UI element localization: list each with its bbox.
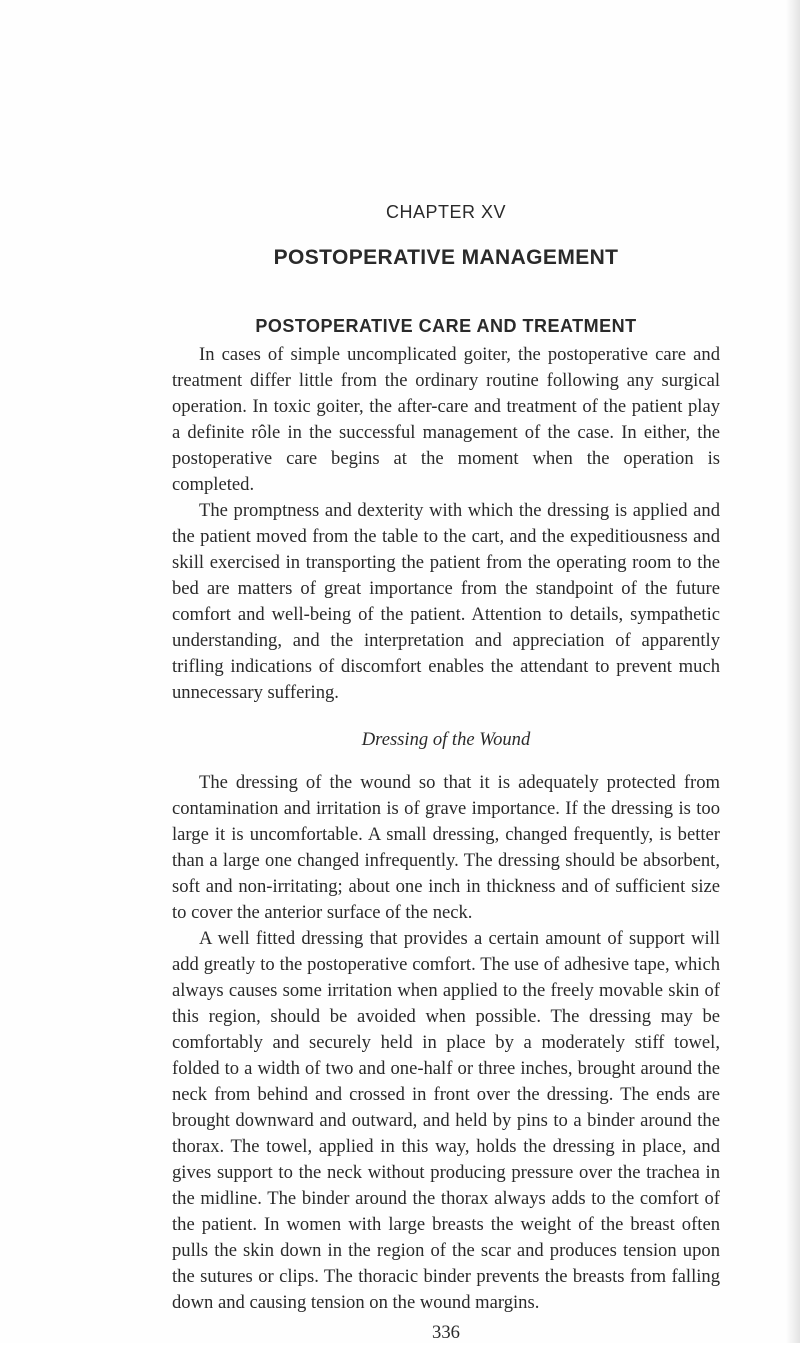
subsection-heading: Dressing of the Wound — [361, 729, 531, 750]
section-heading: POSTOPERATIVE CARE AND TREATMENT — [255, 316, 637, 336]
chapter-label: CHAPTER XV — [385, 202, 507, 222]
chapter-title: POSTOPERATIVE MANAGEMENT — [273, 246, 619, 269]
page-number: 336 — [432, 1322, 460, 1343]
page-edge-shadow — [786, 0, 800, 1343]
body-paragraph: In cases of simple uncomplicated goiter, the postoperative care and treatment differ little from the ordinary routine following any surgical operation. In toxic goiter, the after-care and treatment of the patient play a definite rôle in the successful management of the case. In either, the postoperative care begins at the moment when the operation is completed. — [172, 344, 720, 495]
body-paragraph: The dressing of the wound so that it is adequately protected from contamination and irritation is of grave importance. If the dressing is too large it is uncomfortable. A small dressing, changed frequently, is better than a large one changed infrequently. The dressing should be absorbent, soft and non-irritating; about one inch in thickness and of sufficient size to cover the anterior surface of the neck. — [172, 772, 720, 923]
page-content — [172, 200, 720, 1346]
body-paragraph: A well fitted dressing that provides a certain amount of support will add greatly to the postoperative comfort. The use of adhesive tape, which always causes some irritation when applied to the freely movable skin of this region, should be avoided when possible. The dressing may be comfortably and securely held in place by a moderately stiff towel, folded to a width of two and one-half or three inches, brought around the neck from behind and crossed in front over the dressing. The ends are brought downward and outward, and held by pins to a binder around the thorax. The towel, applied in this way, holds the dressing in place, and gives support to the neck without producing pressure over the trachea in the midline. The binder around the thorax always adds to the comfort of the patient. In women with large breasts the weight of the breast often pulls the skin down in the region of the scar and produces tension upon the sutures or clips. The thoracic binder prevents the breasts from falling down and causing tension on the wound margins. — [172, 928, 720, 1313]
body-paragraph: The promptness and dexterity with which the dressing is applied and the patient moved from the table to the cart, and the expeditiousness and skill exercised in transporting the patient from the operating room to the bed are matters of great importance from the standpoint of the future comfort and well-being of the patient. Attention to details, sympathetic understanding, and the interpretation and appreciation of apparently trifling indications of discomfort enables the attendant to prevent much unnecessary suffering. — [172, 500, 720, 703]
